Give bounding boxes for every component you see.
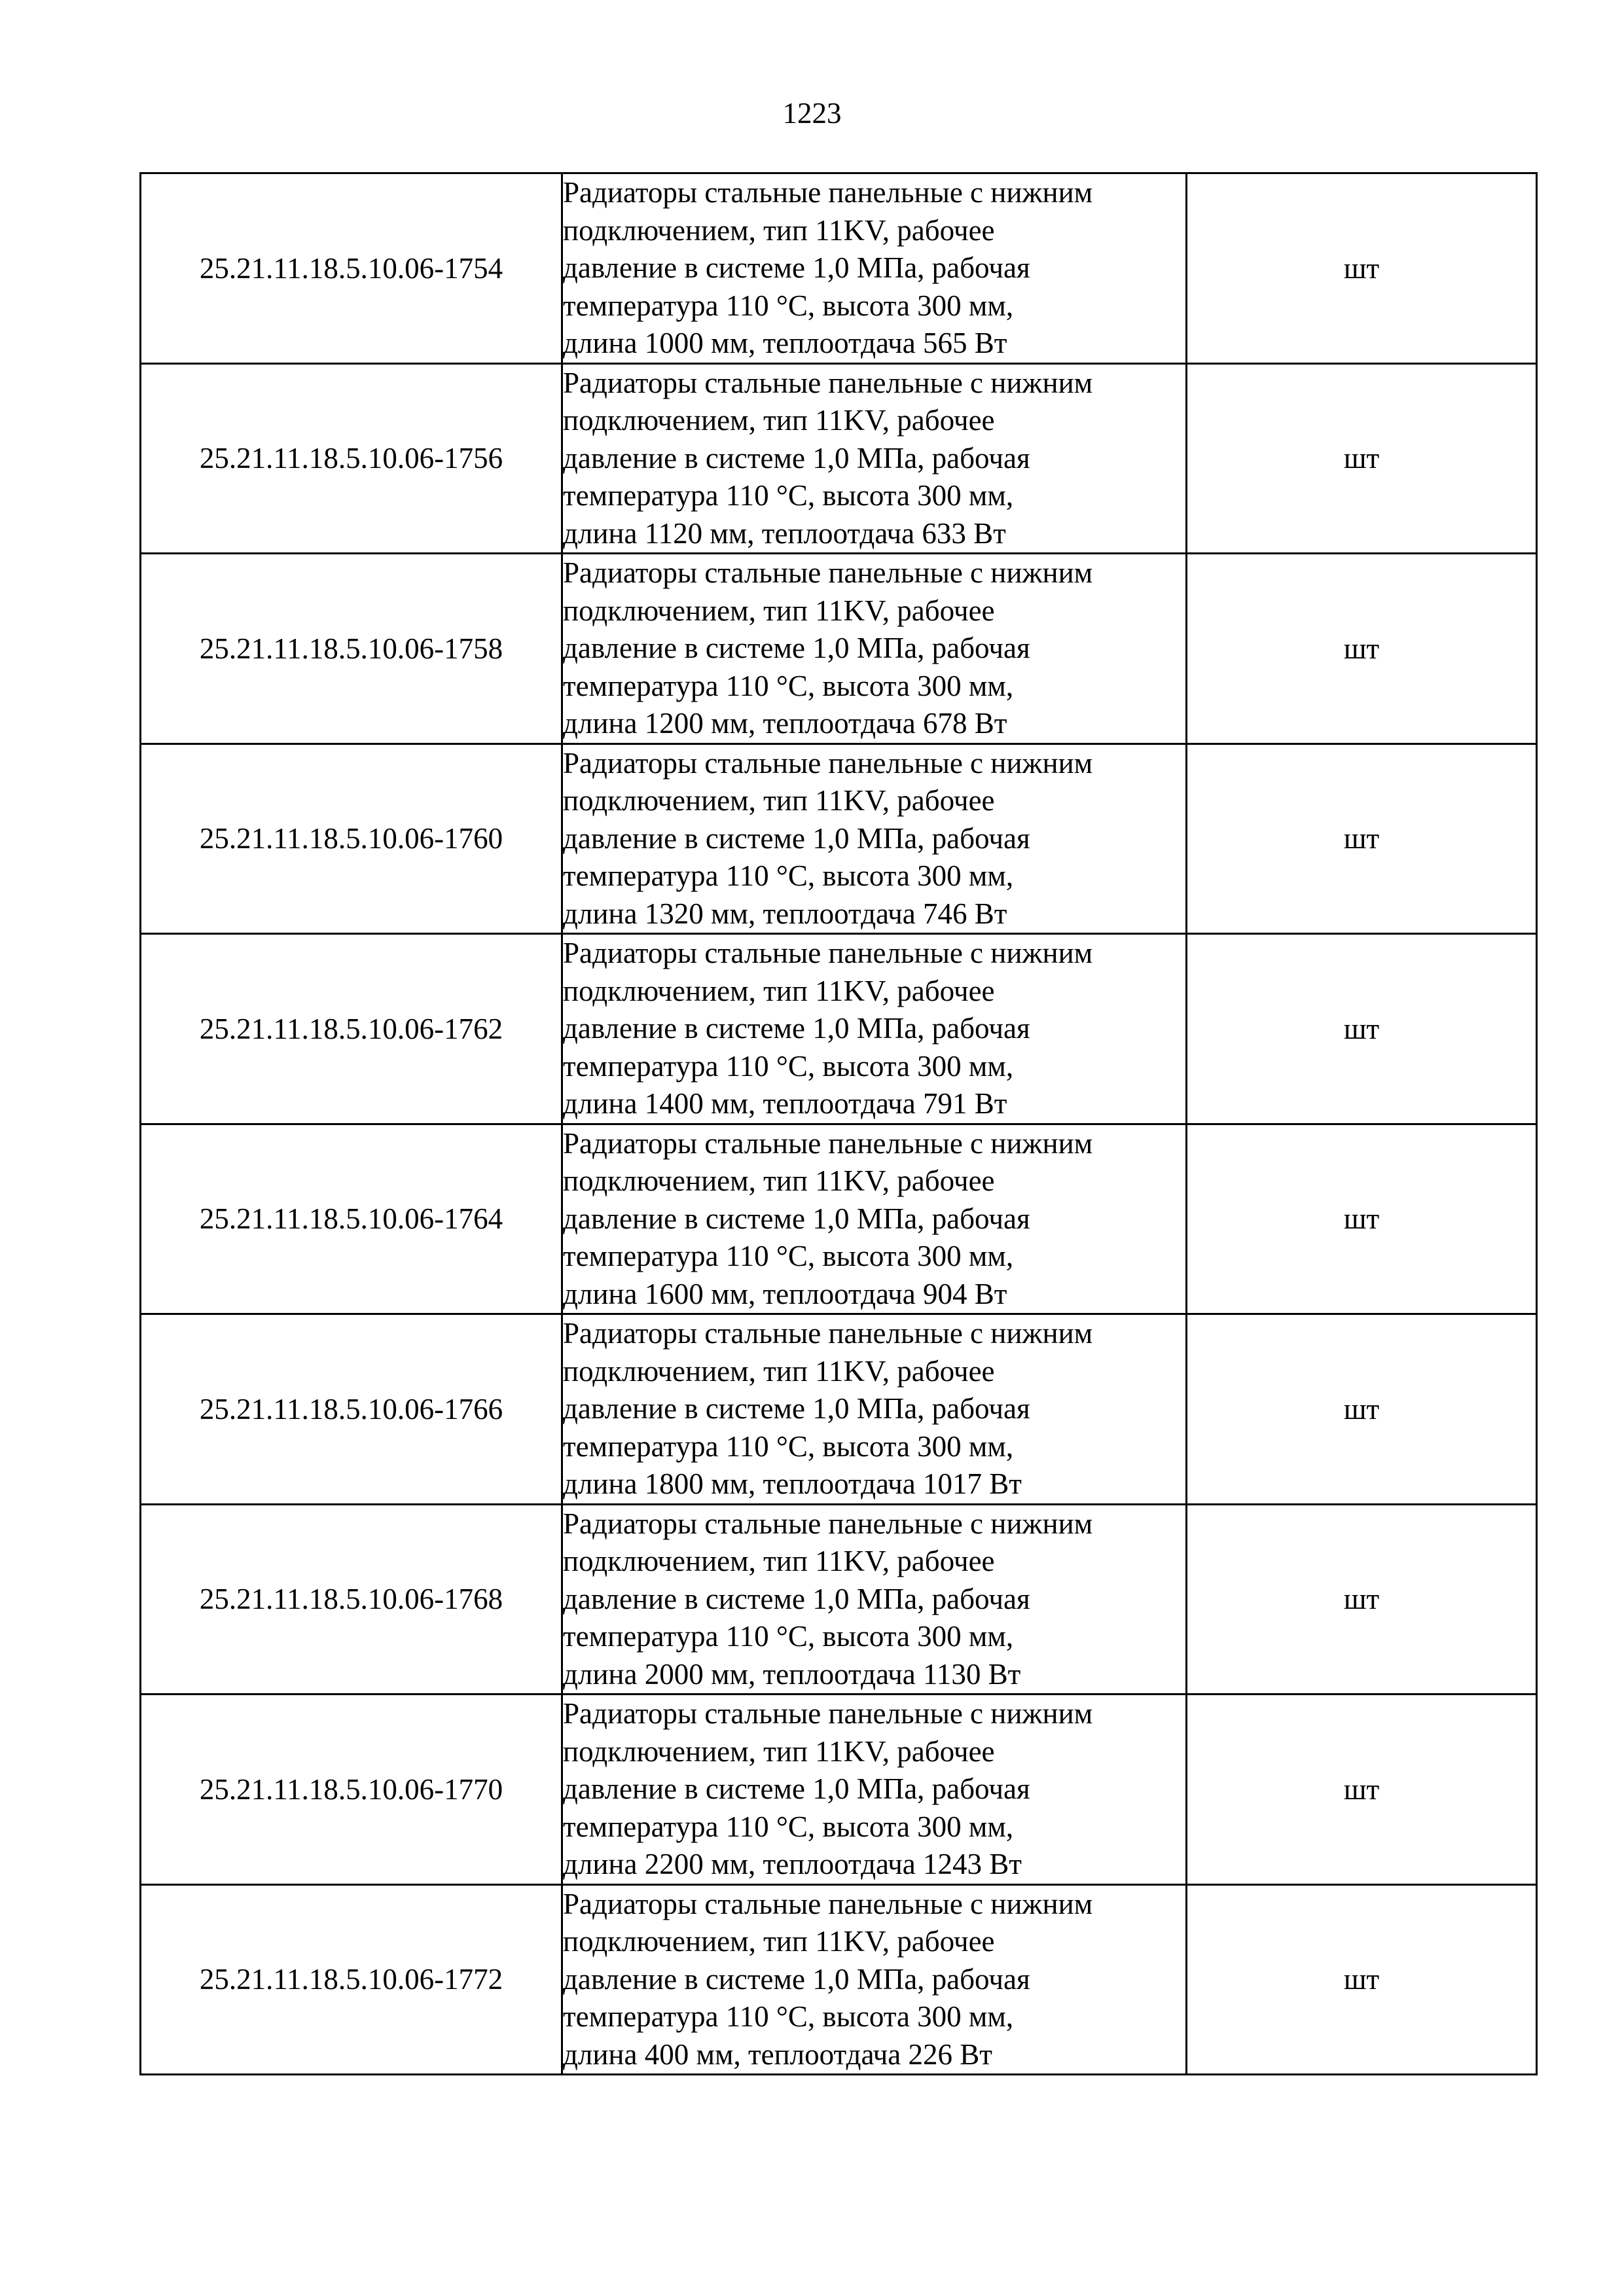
description-line: температура 110 °С, высота 300 мм, [563,1810,1014,1843]
description-line: температура 110 °С, высота 300 мм, [563,859,1014,892]
description-line: длина 2000 мм, теплоотдача 1130 Вт [563,1657,1021,1691]
resource-table [139,172,1538,2075]
resource-description [562,1884,1187,2075]
table-row [141,1314,1537,1505]
unit-of-measure: шт [1187,744,1537,934]
description-line: подключением, тип 11KV, рабочее [563,1734,995,1768]
description-line: длина 1200 мм, теплоотдача 678 Вт [563,707,1007,740]
resource-code: 25.21.11.18.5.10.06-1766 [141,1314,562,1505]
unit-of-measure: шт [1187,1884,1537,2075]
resource-description [562,1124,1187,1314]
description-line: Радиаторы стальные панельные с нижним [563,1887,1093,1920]
table-row [141,173,1537,364]
description-line: длина 2200 мм, теплоотдача 1243 Вт [563,1848,1022,1880]
unit-of-measure: шт [1187,1695,1537,1885]
resource-code: 25.21.11.18.5.10.06-1760 [141,744,562,934]
description-line: подключением, тип 11KV, рабочее [563,1164,995,1197]
description-line: давление в системе 1,0 МПа, рабочая [563,821,1030,855]
resource-description [562,1314,1187,1505]
description-line: температура 110 °С, высота 300 мм, [563,479,1014,512]
resource-description [562,554,1187,744]
description-line: подключением, тип 11KV, рабочее [563,1545,995,1577]
table-body [141,173,1537,2075]
description-line: давление в системе 1,0 МПа, рабочая [563,632,1030,664]
table-row [141,1124,1537,1314]
description-line: длина 1000 мм, теплоотдача 565 Вт [563,327,1007,359]
description-line: Радиаторы стальные панельные с нижним [563,176,1093,209]
unit-of-measure: шт [1187,363,1537,554]
description-line: длина 1800 мм, теплоотдача 1017 Вт [563,1467,1022,1500]
description-line: температура 110 °С, высота 300 мм, [563,289,1014,322]
description-line: Радиаторы стальные панельные с нижним [563,1697,1093,1730]
description-line: давление в системе 1,0 МПа, рабочая [563,251,1030,284]
description-line: давление в системе 1,0 МПа, рабочая [563,1772,1030,1805]
description-line: Радиаторы стальные панельные с нижним [563,1126,1093,1160]
resource-code: 25.21.11.18.5.10.06-1758 [141,554,562,744]
description-line: давление в системе 1,0 МПа, рабочая [563,1012,1030,1045]
description-line: подключением, тип 11KV, рабочее [563,784,995,817]
description-line: подключением, тип 11KV, рабочее [563,1925,995,1958]
unit-of-measure: шт [1187,1124,1537,1314]
table-row [141,363,1537,554]
description-line: температура 110 °С, высота 300 мм, [563,1049,1014,1083]
description-line: температура 110 °С, высота 300 мм, [563,1429,1014,1463]
description-line: давление в системе 1,0 МПа, рабочая [563,1582,1030,1615]
description-line: длина 1120 мм, теплоотдача 633 Вт [563,516,1006,550]
table-row [141,554,1537,744]
description-line: длина 1400 мм, теплоотдача 791 Вт [563,1087,1007,1120]
description-line: длина 400 мм, теплоотдача 226 Вт [563,2037,992,2071]
description-line: давление в системе 1,0 МПа, рабочая [563,1392,1030,1425]
description-line: подключением, тип 11KV, рабочее [563,974,995,1007]
description-line: давление в системе 1,0 МПа, рабочая [563,441,1030,475]
resource-code: 25.21.11.18.5.10.06-1772 [141,1884,562,2075]
resource-code: 25.21.11.18.5.10.06-1768 [141,1504,562,1695]
description-line: давление в системе 1,0 МПа, рабочая [563,1962,1030,1996]
resource-description [562,363,1187,554]
description-line: Радиаторы стальные панельные с нижним [563,937,1093,969]
description-line: подключением, тип 11KV, рабочее [563,594,995,627]
description-line: Радиаторы стальные панельные с нижним [563,1317,1093,1350]
description-line: Радиаторы стальные панельные с нижним [563,1507,1093,1540]
description-line: давление в системе 1,0 МПа, рабочая [563,1202,1030,1235]
unit-of-measure: шт [1187,934,1537,1124]
description-line: подключением, тип 11KV, рабочее [563,404,995,437]
unit-of-measure: шт [1187,554,1537,744]
description-line: Радиаторы стальные панельные с нижним [563,746,1093,780]
resource-description [562,1695,1187,1885]
page-number: 1223 [782,97,842,130]
description-line: Радиаторы стальные панельные с нижним [563,556,1093,589]
unit-of-measure: шт [1187,1504,1537,1695]
description-line: длина 1600 мм, теплоотдача 904 Вт [563,1277,1007,1310]
resource-code: 25.21.11.18.5.10.06-1762 [141,934,562,1124]
resource-description [562,173,1187,364]
resource-code: 25.21.11.18.5.10.06-1756 [141,363,562,554]
resource-description [562,934,1187,1124]
description-line: Радиаторы стальные панельные с нижним [563,366,1093,399]
table-row [141,744,1537,934]
description-line: подключением, тип 11KV, рабочее [563,1354,995,1388]
table-row [141,1504,1537,1695]
resource-code: 25.21.11.18.5.10.06-1754 [141,173,562,364]
table-row [141,1695,1537,1885]
description-line: подключением, тип 11KV, рабочее [563,213,995,247]
description-line: температура 110 °С, высота 300 мм, [563,1240,1014,1272]
description-line: температура 110 °С, высота 300 мм, [563,669,1014,702]
table-row [141,1884,1537,2075]
resource-description [562,744,1187,934]
description-line: длина 1320 мм, теплоотдача 746 Вт [563,897,1007,930]
resource-code: 25.21.11.18.5.10.06-1770 [141,1695,562,1885]
description-line: температура 110 °С, высота 300 мм, [563,2000,1014,2033]
resource-description [562,1504,1187,1695]
unit-of-measure: шт [1187,173,1537,364]
unit-of-measure: шт [1187,1314,1537,1505]
description-line: температура 110 °С, высота 300 мм, [563,1620,1014,1653]
table-row [141,934,1537,1124]
resource-code: 25.21.11.18.5.10.06-1764 [141,1124,562,1314]
